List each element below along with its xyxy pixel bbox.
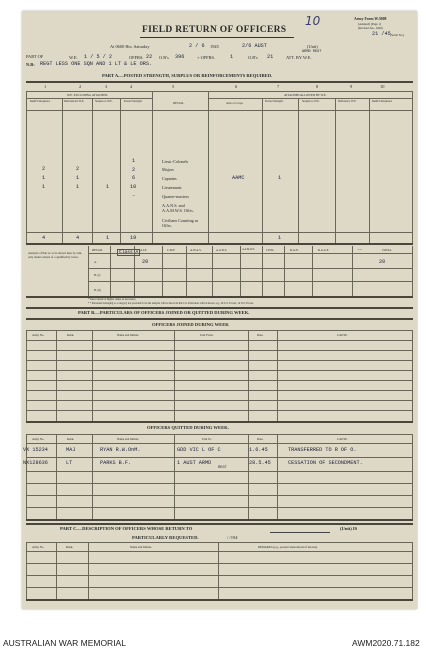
reinf-col-line xyxy=(212,246,213,296)
rank-quarter-masters: Quarter-masters xyxy=(162,194,189,199)
reinf-header-raaf: R.A.A.F. xyxy=(318,248,329,252)
unit-label: (Unit) xyxy=(307,44,318,49)
col-number-3: 3 xyxy=(105,84,108,89)
quitted-col-line xyxy=(56,434,57,519)
part-a-col-line xyxy=(298,98,299,243)
reinf-col-line xyxy=(240,246,241,296)
at-hours-label: At 0600 Hrs. Saturday xyxy=(110,44,150,49)
col-number-6: 6 xyxy=(235,84,238,89)
part-a-col-line xyxy=(412,91,413,243)
col1-value: 1 xyxy=(42,175,46,181)
col2-value: 2 xyxy=(76,166,80,172)
nb-text: REGT LESS ONE SQN AND 1 LT & LE ORS. xyxy=(40,61,153,67)
reinf-header-awas: A.W.A.S. xyxy=(190,248,202,252)
title-underline xyxy=(140,37,294,38)
we-value: 1 / 5 / 2 xyxy=(84,54,113,60)
group-we-excluding: W.E. EXCLUDING ATTACHED. xyxy=(67,93,109,97)
joined-col-line xyxy=(56,330,57,421)
class-a-value: Class A xyxy=(119,250,139,255)
plus-offrs-value: 1 xyxy=(230,54,234,60)
rank-aans-aamws: A.A.N.S. and A.A.M.W.S. Offrs. xyxy=(162,203,194,213)
part-c-col-army-no: Army No. xyxy=(32,545,45,549)
footer-institution: AUSTRALIAN WAR MEMORIAL xyxy=(3,638,126,648)
quitted-col-name: Name and Initials. xyxy=(117,437,140,441)
part-a-col-line xyxy=(92,98,93,243)
reinf-col-line xyxy=(162,246,163,296)
quitted-col-line xyxy=(277,434,278,519)
part-a-col-line xyxy=(208,91,209,243)
rank-civilians: Civilians Counting as Offrs. xyxy=(162,218,199,228)
revised-label: (Revised Jan., 1940) xyxy=(358,26,383,30)
part-c-title: PART C.—DESCRIPTION OF OFFICERS WHOSE RETURN TO xyxy=(60,526,193,531)
joined-title: OFFICERS JOINED DURING WEEK xyxy=(152,322,229,327)
part-a-row-line xyxy=(26,232,413,233)
part-c-col-line xyxy=(26,542,27,599)
part-c-col-rank: Rank. xyxy=(66,545,74,549)
joined-col-line xyxy=(277,330,278,421)
part-a-col-line xyxy=(369,98,370,243)
part-c-header-line xyxy=(26,542,413,543)
quitted-army-no: NX128636 xyxy=(23,460,48,466)
ors-value: 396 xyxy=(175,54,185,60)
analysis-note: Analysis of Part A. to be shown here by arm-only under outsize of a qualified by notes. xyxy=(28,251,83,259)
subheader-att-deficiency: Deficiency W.E. xyxy=(338,100,357,103)
col-number-9: 9 xyxy=(350,84,353,89)
quitted-header-line xyxy=(26,434,413,435)
part-c-col-remarks: REMARKS (e.g., present whereabouts if known). xyxy=(258,545,318,549)
reinf-col-line xyxy=(186,246,187,296)
reinf-row-bii: B. (ii) xyxy=(94,288,102,292)
footnote-1: * Insert detail of higher ranks as necessary. xyxy=(88,298,137,301)
col-number-8: 8 xyxy=(316,84,319,89)
col2-value: 1 xyxy=(76,175,80,181)
part-c-col-line xyxy=(412,542,413,599)
quitted-col-line xyxy=(174,434,175,519)
part-c-col-name: Name and Initials. xyxy=(130,545,153,549)
reinf-row-line xyxy=(88,281,413,282)
subheader-arm: Arm or Corps. xyxy=(226,101,244,105)
quitted-name: PARKS B.F. xyxy=(100,460,132,466)
reinf-row-line xyxy=(88,268,413,269)
att-by-we-label: ATT. BY W.E. xyxy=(286,55,312,60)
part-c-row-line xyxy=(26,551,413,552)
joined-row-line xyxy=(26,340,413,341)
quitted-row-line xyxy=(26,471,413,472)
quitted-rank: LT xyxy=(66,460,73,466)
part-a-col-line xyxy=(335,98,336,243)
reinf-a-aif-value: 20 xyxy=(142,259,149,265)
reinf-header-aans: A.A.N.S. xyxy=(216,248,228,252)
year-value: 1945 xyxy=(210,44,219,49)
we-label: W.E. xyxy=(69,55,78,60)
part-a-row-line xyxy=(208,98,413,99)
handwritten-number: 10 xyxy=(305,14,321,28)
quitted-col-army-no: Army No. xyxy=(32,437,45,441)
rank-lieutenants: Lieutenants xyxy=(162,185,182,190)
quitted-date: 1.6.45 xyxy=(249,447,268,453)
col-number-1: 1 xyxy=(44,84,47,89)
joined-row-line xyxy=(26,380,413,381)
part-c-unit-label: (Unit) IS xyxy=(340,526,358,531)
army-form-number: Army Form W.3008 xyxy=(354,17,387,21)
total-col4: 19 xyxy=(130,235,137,241)
joined-col-rank: Rank. xyxy=(67,333,75,337)
reinf-header-cmf: C.M.F. xyxy=(167,248,176,252)
plus-ors-value: 21 xyxy=(267,54,274,60)
arm-corps-value: AAMC xyxy=(232,175,245,181)
part-c-date: / /194 xyxy=(227,535,238,540)
rank-captains: Captains xyxy=(162,176,177,181)
rank-majors: Majors xyxy=(162,167,174,172)
part-a-col-line xyxy=(152,91,153,243)
col1-value: 1 xyxy=(42,184,46,190)
quitted-row-line xyxy=(26,457,413,458)
part-a-title: PART A.—POSTED STRENGTH, SURPLUS OR REINFORCEMENTS REQUIRED. xyxy=(102,73,273,78)
subheader-surplus: Surplus to W.E. xyxy=(95,100,113,103)
reinf-bottom-rule xyxy=(26,296,413,298)
reinf-header-detail: DETAIL xyxy=(92,248,103,252)
reinf-header-aif: A.I.F. xyxy=(140,248,147,252)
reinf-col-line xyxy=(412,246,413,296)
serial-number-label: (Serial No.) xyxy=(390,33,405,37)
reinf-col-line xyxy=(88,246,89,296)
col3-value: 1 xyxy=(106,184,110,190)
rank-lieut-colonels: Lieut.-Colonels xyxy=(162,159,189,164)
date-value: 2 / 6 xyxy=(189,43,205,49)
part-a-col-line xyxy=(62,98,63,243)
quitted-col-date: Date. xyxy=(257,437,264,441)
col4-value: 1 xyxy=(132,158,136,164)
joined-col-line xyxy=(92,330,93,421)
joined-col-army-no: Army No. xyxy=(32,333,45,337)
footer-bar xyxy=(0,632,426,653)
reinf-col-line xyxy=(352,246,353,296)
quitted-cause: TRANSFERRED TO R OF O. xyxy=(288,447,357,453)
footer-accession-number: AWM2020.71.182 xyxy=(352,638,420,648)
quitted-col-unit: Unit To. xyxy=(202,437,212,441)
joined-col-line xyxy=(174,330,175,421)
form-title: FIELD RETURN OF OFFICERS xyxy=(142,25,287,35)
nb-label: N.B: xyxy=(26,62,35,67)
reinf-row-a: A. xyxy=(94,260,97,264)
part-c-col-line xyxy=(56,542,57,599)
part-b-title: PART B.—PARTICULARS OF OFFICERS JOINED OR QUITTED DURING WEEK. xyxy=(78,310,250,315)
part-c-requested: PARTICULARLY REQUESTED. xyxy=(132,535,199,540)
quitted-row-line xyxy=(26,483,413,484)
quitted-col-line xyxy=(412,434,413,519)
col2-value: 1 xyxy=(76,184,80,190)
part-a-rule xyxy=(26,81,413,83)
quitted-date: 28.5.45 xyxy=(249,460,271,466)
total-col7: 1 xyxy=(278,235,282,241)
joined-header-line xyxy=(26,330,413,331)
joined-col-line xyxy=(26,330,27,421)
col4-value: 2 xyxy=(132,167,136,173)
part-c-bottom-rule xyxy=(26,599,413,601)
plus-ors-label: O.R's xyxy=(248,55,258,60)
joined-bottom-rule xyxy=(26,421,413,423)
joined-col-line xyxy=(248,330,249,421)
offrs-value: 22 xyxy=(146,54,153,60)
reinf-col-line xyxy=(262,246,263,296)
quitted-rank: MAJ xyxy=(66,447,76,453)
total-col3: 1 xyxy=(106,235,110,241)
footnote-2: * * Personnel belonging to a category not provided for in the analysis will be shown in this Col. Particulars will be shown, e.g., 28 U.S. Forces; 14 N.Z. Forces. xyxy=(88,302,254,305)
group-attached: ATTACHED ALLOWED BY W.E. xyxy=(284,93,327,97)
joined-col-name: Name and Initials. xyxy=(117,333,140,337)
joined-row-line xyxy=(26,360,413,361)
col-number-10: 10 xyxy=(380,84,385,89)
joined-row-line xyxy=(26,350,413,351)
joined-row-line xyxy=(26,410,413,411)
subheader-posted: Posted Strength. xyxy=(124,100,143,103)
col4-value: - xyxy=(132,193,136,199)
total-col2: 4 xyxy=(76,235,80,241)
col7-value: 1 xyxy=(278,175,282,181)
subheader-att-reinf: Reinf'ts Required. xyxy=(372,100,393,103)
offrs-label: OFFRS. xyxy=(129,55,144,60)
part-b-rule xyxy=(26,318,413,320)
col4-value: 10 xyxy=(130,184,137,190)
part-a-col-line xyxy=(120,98,121,243)
reinf-col-line xyxy=(312,246,313,296)
part-of-label: PART OF xyxy=(26,54,44,59)
quitted-row-line xyxy=(26,443,413,444)
plus-offrs-label: + OFFRS. xyxy=(197,55,216,60)
quitted-name: RYAN R.W.OnM. xyxy=(100,447,141,453)
joined-col-unit: Unit From. xyxy=(200,333,214,337)
unit-sub-value: ARMD REGT xyxy=(302,50,322,54)
col-number-7: 7 xyxy=(277,84,280,89)
quitted-col-cause: CAUSE. xyxy=(337,437,348,441)
part-c-row-line xyxy=(26,575,413,576)
part-c-col-line xyxy=(218,542,219,599)
part-c-top-rule xyxy=(26,523,413,525)
reinf-header-ran: R.A.N. xyxy=(290,248,299,252)
adapted-label: (Adapted) (Page 1) xyxy=(358,22,381,26)
reinf-header-civil: CIVIL. xyxy=(266,248,275,252)
part-c-row-line xyxy=(26,563,413,564)
subheader-reinf: Reinf'ts Required. xyxy=(30,100,51,103)
reinf-a-total-value: 20 xyxy=(379,259,386,265)
quitted-army-no: VX 15234 xyxy=(23,447,48,453)
subheader-deficiencies: Deficiencies W.E. xyxy=(64,100,85,103)
part-c-unit-line xyxy=(270,532,330,533)
quitted-row-line xyxy=(26,507,413,508)
quitted-unit-line2: REGT xyxy=(218,466,227,470)
joined-col-date: Date. xyxy=(257,333,264,337)
part-a-col-line xyxy=(262,98,263,243)
joined-row-line xyxy=(26,390,413,391)
part-b-top-rule xyxy=(26,307,413,309)
part-c-row-line xyxy=(26,587,413,588)
quitted-title: OFFICERS QUITTED DURING WEEK. xyxy=(147,425,229,430)
col-number-5: 5 xyxy=(172,84,175,89)
part-a-col-line xyxy=(26,91,27,243)
joined-col-cause: CAUSE. xyxy=(337,333,348,337)
quitted-bottom-rule xyxy=(26,519,413,521)
subheader-detail: DETAIL. xyxy=(173,101,185,105)
quitted-unit: GDD VIC L OF C xyxy=(177,447,221,453)
subheader-att-posted: Posted Strength. xyxy=(265,100,284,103)
reinf-header-aamws: A.A.M.W.S. xyxy=(242,248,255,251)
quitted-unit: 1 AUST ARMD xyxy=(177,460,212,466)
total-col1: 4 xyxy=(42,235,46,241)
quitted-col-line xyxy=(92,434,93,519)
reinf-header-total: TOTAL xyxy=(382,248,392,252)
part-a-rule xyxy=(26,243,413,245)
reinf-col-line xyxy=(284,246,285,296)
col1-value: 2 xyxy=(42,166,46,172)
subheader-att-surplus: Surplus to W.E. xyxy=(302,100,320,103)
part-a-row-line xyxy=(26,98,152,99)
quitted-col-rank: Rank. xyxy=(67,437,75,441)
unit-value: 2/6 AUST xyxy=(242,43,267,49)
col4-value: 6 xyxy=(132,175,136,181)
quitted-cause: CESSATION OF SECONDMENT. xyxy=(288,460,363,466)
joined-row-line xyxy=(26,400,413,401)
part-a-row-line xyxy=(26,91,413,92)
part-c-col-line xyxy=(88,542,89,599)
part-a-row-line xyxy=(26,110,413,111)
reinf-header-other: * * xyxy=(358,248,362,252)
col-number-4: 4 xyxy=(130,84,133,89)
col-number-2: 2 xyxy=(79,84,82,89)
reinf-row-bi: B. (i) xyxy=(94,273,101,277)
ors-label: O.R's xyxy=(159,55,169,60)
quitted-row-line xyxy=(26,495,413,496)
joined-col-line xyxy=(412,330,413,421)
reinf-col-line xyxy=(110,246,111,296)
form-page xyxy=(22,11,417,609)
joined-row-line xyxy=(26,370,413,371)
serial-number-value: 21 /45 xyxy=(372,31,391,37)
